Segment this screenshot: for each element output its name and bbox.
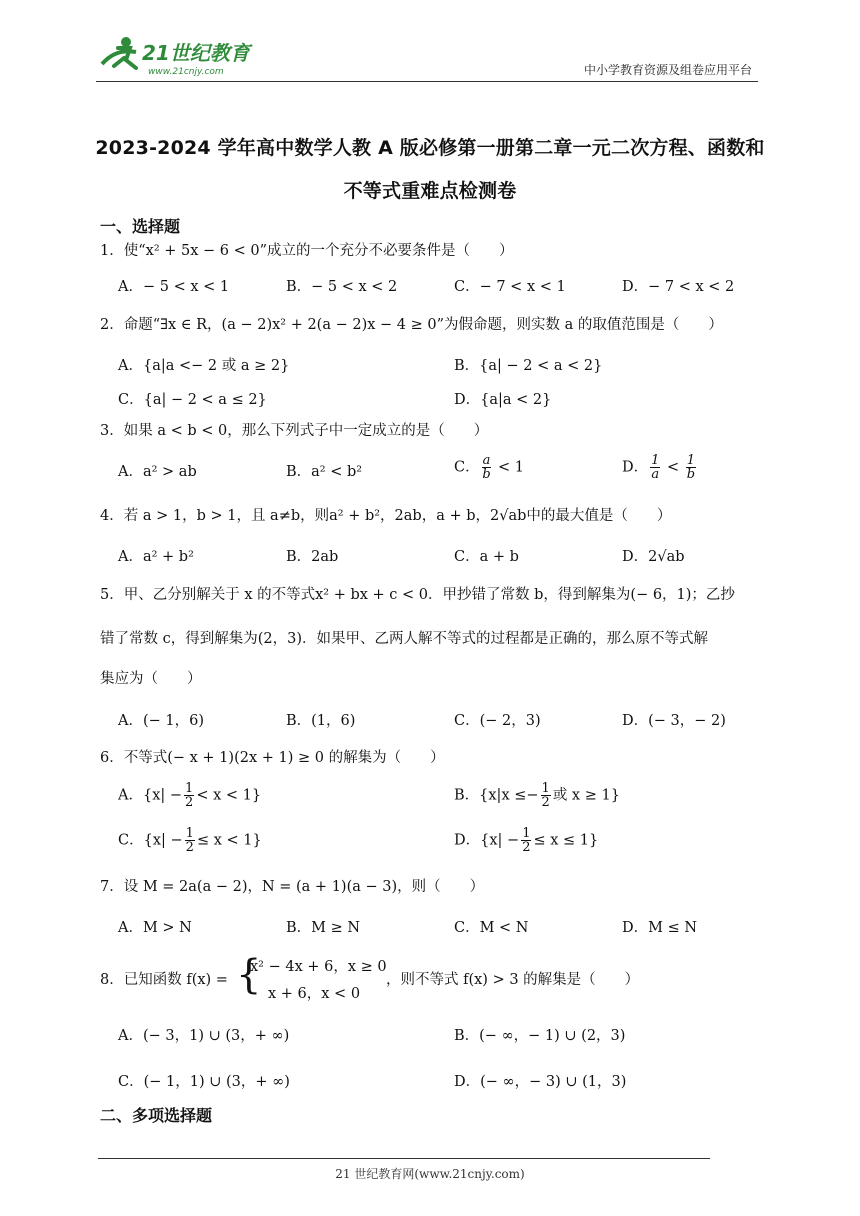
svg-text:21世纪教育: 21世纪教育 <box>142 41 250 65</box>
question-8-option-a: A．(− 3，1) ∪ (3，+ ∞) <box>118 1028 290 1044</box>
question-1-option-c: C．− 7 < x < 1 <box>454 279 566 295</box>
question-7-option-d: D．M ≤ N <box>622 920 698 936</box>
question-8-stem-start: 8．已知函数 f(x) = <box>100 972 228 988</box>
question-7-option-b: B．M ≥ N <box>286 920 361 936</box>
question-6-option-b: B．{x|x ≤− $\frac{1}{2}$ 或 x ≥ 1} <box>454 781 620 810</box>
section-heading-multiple-choice: 二、多项选择题 <box>100 1106 213 1125</box>
document-title-line1: 2023-2024 学年高中数学人教 A 版必修第一册第二章一元二次方程、函数和 <box>95 137 765 159</box>
question-2-option-a: A．{a|a <− 2 或 a ≥ 2} <box>118 358 290 374</box>
page-footer: 21 世纪教育网(www.21cnjy.com) <box>335 1167 525 1181</box>
question-2-option-c: C．{a| − 2 < a ≤ 2} <box>118 392 267 408</box>
question-3-option-b: B．a² < b² <box>286 464 363 480</box>
question-8-option-c: C．(− 1，1) ∪ (3，+ ∞) <box>118 1074 290 1090</box>
section-heading-choice: 一、选择题 <box>100 217 181 236</box>
question-7-option-a: A．M > N <box>118 920 192 936</box>
question-6-option-a: A．{x| − $\frac{1}{2}$ < x < 1} <box>118 781 262 810</box>
question-5-option-d: D．(− 3，− 2) <box>622 713 726 729</box>
question-5-stem-line2: 错了常数 c，得到解集为(2，3)．如果甲、乙两人解不等式的过程都是正确的，那么原不等式解 <box>100 631 708 647</box>
question-3-option-a: A．a² > ab <box>118 464 197 480</box>
question-4-stem: 4．若 a > 1，b > 1，且 a≠b，则a² + b²，2ab，a + b，2√ab中的最大值是（ ） <box>100 508 672 524</box>
question-8-piecewise-brace: { <box>236 952 262 998</box>
question-1-option-a: A．− 5 < x < 1 <box>118 279 230 295</box>
question-1-stem: 1．使“x² + 5x − 6 < 0”成立的一个充分不必要条件是（ ） <box>100 243 514 259</box>
question-4-option-d: D．2√ab <box>622 549 685 565</box>
question-7-option-c: C．M < N <box>454 920 529 936</box>
header-divider <box>96 81 758 82</box>
question-2-option-d: D．{a|a < 2} <box>454 392 552 408</box>
question-6-option-d: D．{x| − $\frac{1}{2}$ ≤ x ≤ 1} <box>454 826 599 855</box>
question-8-option-b: B．(− ∞，− 1) ∪ (2，3) <box>454 1028 626 1044</box>
question-1-option-b: B．− 5 < x < 2 <box>286 279 398 295</box>
question-2-stem: 2．命题“∃x ∈ R，(a − 2)x² + 2(a − 2)x − 4 ≥ 0”为假命题，则实数 a 的取值范围是（ ） <box>100 317 723 333</box>
footer-divider <box>98 1158 710 1159</box>
page-header <box>96 28 758 82</box>
question-3-stem: 3．如果 a < b < 0，那么下列式子中一定成立的是（ ） <box>100 423 489 439</box>
site-logo <box>96 34 266 78</box>
question-7-stem: 7．设 M = 2a(a − 2)，N = (a + 1)(a − 3)，则（ ） <box>100 879 485 895</box>
question-8-case-2: x + 6，x < 0 <box>268 986 361 1002</box>
question-6-stem: 6．不等式(− x + 1)(2x + 1) ≥ 0 的解集为（ ） <box>100 750 445 766</box>
header-platform-text: 中小学教育资源及组卷应用平台 <box>583 63 752 77</box>
document-title-line2: 不等式重难点检测卷 <box>343 180 517 202</box>
question-4-option-c: C．a + b <box>454 549 519 565</box>
question-5-stem-line1: 5．甲、乙分别解关于 x 的不等式x² + bx + c < 0．甲抄错了常数 b，得到解集为(− 6，1)；乙抄 <box>100 587 735 603</box>
question-4-option-b: B．2ab <box>286 549 339 565</box>
question-2-option-b: B．{a| − 2 < a < 2} <box>454 358 603 374</box>
svg-text:www.21cnjy.com: www.21cnjy.com <box>148 67 224 77</box>
question-5-option-c: C．(− 2，3) <box>454 713 541 729</box>
question-8-option-d: D．(− ∞，− 3) ∪ (1，3) <box>454 1074 627 1090</box>
question-4-option-a: A．a² + b² <box>118 549 194 565</box>
question-5-option-a: A．(− 1，6) <box>118 713 204 729</box>
question-5-stem-line3: 集应为（ ） <box>100 671 202 687</box>
question-8-stem-end: ，则不等式 f(x) > 3 的解集是（ ） <box>386 972 640 988</box>
question-6-option-c: C．{x| − $\frac{1}{2}$ ≤ x < 1} <box>118 826 262 855</box>
question-3-option-d: D． $\frac{1}{a}$ < $\frac{1}{b}$ <box>622 453 696 482</box>
question-1-option-d: D．− 7 < x < 2 <box>622 279 735 295</box>
question-3-option-c: C． $\frac{a}{b}$ < 1 <box>454 453 524 482</box>
question-5-option-b: B．(1，6) <box>286 713 356 729</box>
question-8-case-1: x² − 4x + 6，x ≥ 0 <box>250 959 387 975</box>
